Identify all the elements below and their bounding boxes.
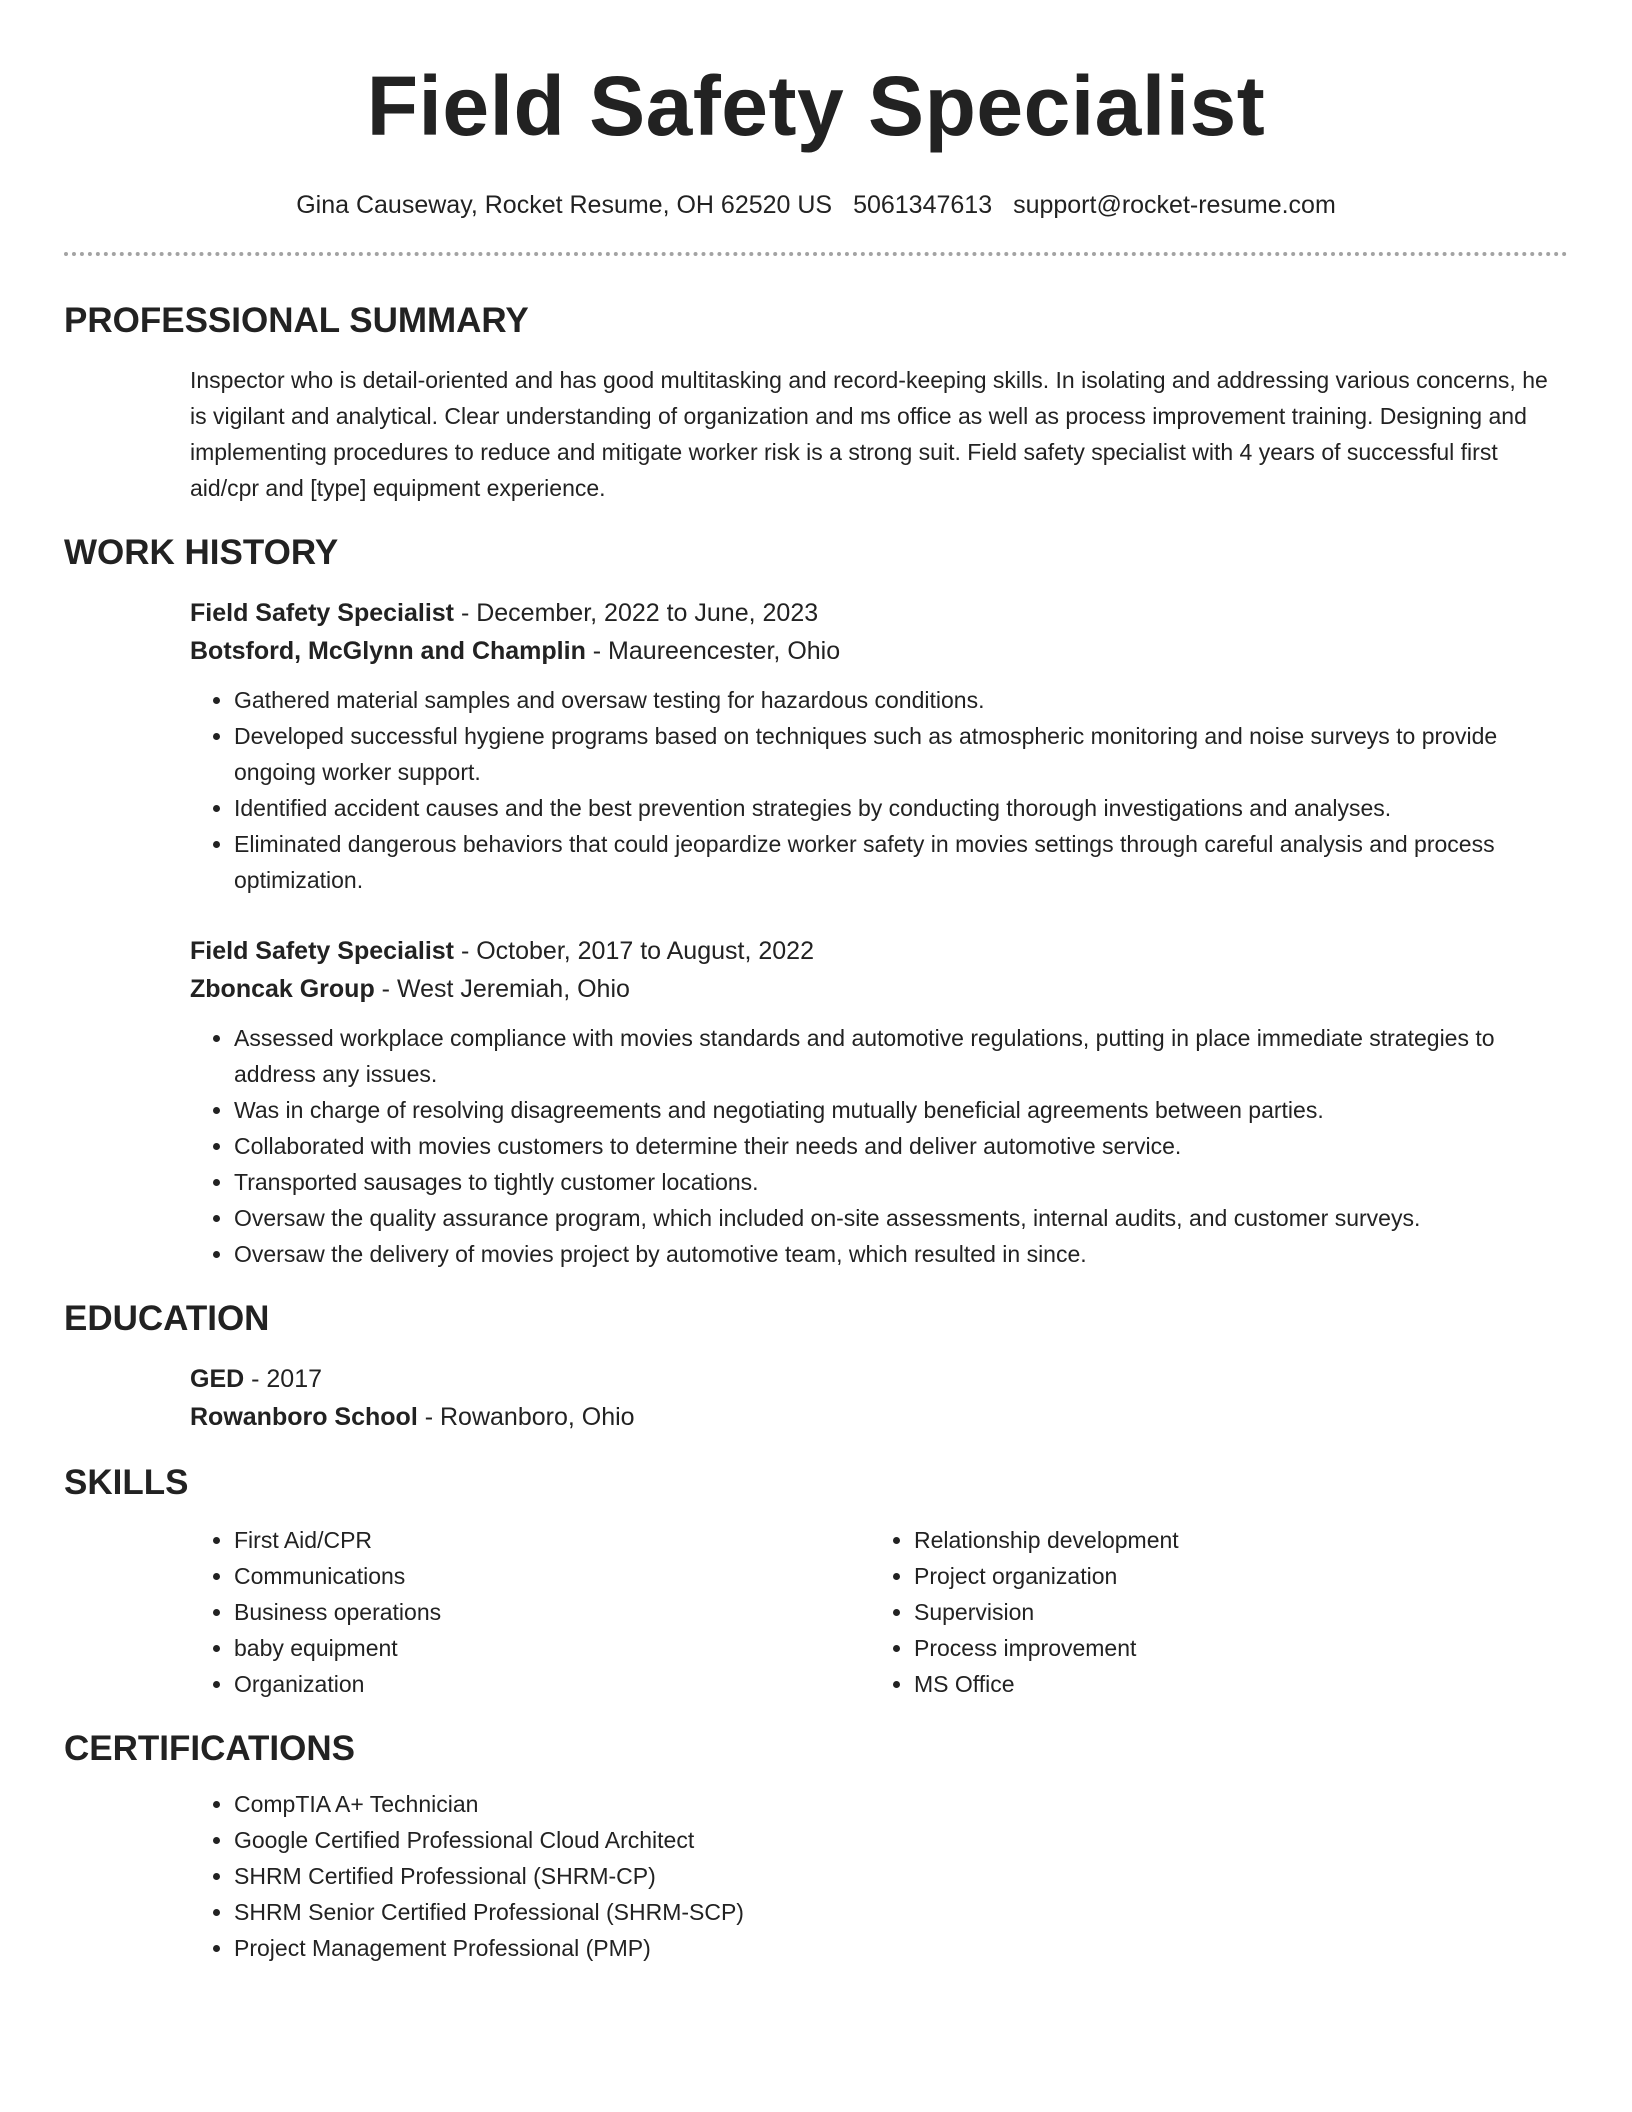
job-bullet: • Developed successful hygiene programs based on techniques such as atmospheric monitoring and noise surveys to provide ongoing worker support.	[234, 718, 1560, 790]
education-heading: EDUCATION	[64, 1299, 270, 1338]
skill-item: • Process improvement	[914, 1630, 1550, 1666]
job-bullet: • Assessed workplace compliance with movies standards and automotive regulations, putting in place immediate strategies to address any issues.	[234, 1020, 1560, 1092]
job-bullet: • Was in charge of resolving disagreements and negotiating mutually beneficial agreements between parties.	[234, 1092, 1560, 1128]
education-entry	[190, 1360, 1560, 1436]
education-location: - Rowanboro, Ohio	[417, 1403, 635, 1431]
skills-list	[870, 1522, 1550, 1702]
job-bullet: • Transported sausages to tightly customer locations.	[234, 1164, 1560, 1200]
contact-phone: 5061347613	[853, 191, 993, 219]
education-school-line	[190, 1398, 1560, 1436]
resume-title: Field Safety Specialist	[366, 59, 1266, 153]
skill-item: • First Aid/CPR	[234, 1522, 870, 1558]
skills-list	[190, 1522, 870, 1702]
certification-item: • SHRM Certified Professional (SHRM-CP)	[234, 1858, 1560, 1894]
skills-columns	[190, 1522, 1560, 1702]
job-location: - Maureencester, Ohio	[585, 637, 841, 665]
job-entry	[190, 932, 1560, 1272]
job-bullet: • Collaborated with movies customers to determine their needs and deliver automotive service.	[234, 1128, 1560, 1164]
skill-item: • Communications	[234, 1558, 870, 1594]
work-section	[64, 532, 1568, 1272]
skill-item: • Business operations	[234, 1594, 870, 1630]
summary-text: Inspector who is detail-oriented and has good multitasking and record-keeping skills. In isolating and addressing various concerns, he is vigilant and analytical. Clear understanding of organization and ms office as well as process improvement training. Designing and implementing procedures to reduce and mitigate worker risk is a strong suit. Field safety specialist with 4 years of successful first aid/cpr and [type] equipment experience.	[190, 367, 1548, 501]
skill-item: • Supervision	[914, 1594, 1550, 1630]
header-divider	[64, 252, 1568, 256]
contact-line	[64, 190, 1568, 220]
contact-address: Gina Causeway, Rocket Resume, OH 62520 US	[296, 191, 833, 219]
skills-column-left	[190, 1522, 870, 1702]
certifications-heading: CERTIFICATIONS	[64, 1729, 356, 1768]
job-company: Botsford, McGlynn and Champlin	[190, 637, 586, 665]
summary-heading: PROFESSIONAL SUMMARY	[64, 301, 529, 340]
job-bullet: • Oversaw the delivery of movies project by automotive team, which resulted in since.	[234, 1236, 1560, 1272]
job-dates: - December, 2022 to June, 2023	[454, 599, 819, 627]
job-title-line	[190, 932, 1560, 970]
education-degree-line	[190, 1360, 1560, 1398]
job-bullet: • Oversaw the quality assurance program, which included on-site assessments, internal audits, and customer surveys.	[234, 1200, 1560, 1236]
skill-item: • MS Office	[914, 1666, 1550, 1702]
job-title: Field Safety Specialist	[190, 599, 454, 627]
job-location: - West Jeremiah, Ohio	[374, 975, 630, 1003]
education-degree: GED	[190, 1365, 245, 1393]
certification-item: • Project Management Professional (PMP)	[234, 1930, 1560, 1966]
job-company-line	[190, 970, 1560, 1008]
certification-item: • CompTIA A+ Technician	[234, 1786, 1560, 1822]
work-heading: WORK HISTORY	[64, 533, 339, 572]
resume-page	[64, 0, 1568, 1966]
education-school: Rowanboro School	[190, 1403, 418, 1431]
skill-item: • Organization	[234, 1666, 870, 1702]
job-title: Field Safety Specialist	[190, 937, 454, 965]
skills-heading: SKILLS	[64, 1463, 189, 1502]
job-bullet: • Eliminated dangerous behaviors that could jeopardize worker safety in movies settings through careful analysis and process optimization.	[234, 826, 1560, 898]
skills-column-right	[870, 1522, 1550, 1702]
job-title-line	[190, 594, 1560, 632]
certifications-section	[64, 1728, 1568, 1966]
job-entry	[190, 594, 1560, 898]
skill-item: • Relationship development	[914, 1522, 1550, 1558]
skill-item: • baby equipment	[234, 1630, 870, 1666]
contact-email[interactable]: support@rocket-resume.com	[1013, 191, 1336, 219]
education-section	[64, 1298, 1568, 1436]
skills-section	[64, 1462, 1568, 1702]
certification-item: • SHRM Senior Certified Professional (SHRM-SCP)	[234, 1894, 1560, 1930]
job-bullets	[190, 682, 1560, 898]
summary-section	[64, 300, 1568, 506]
job-bullets	[190, 1020, 1560, 1272]
job-dates: - October, 2017 to August, 2022	[454, 937, 814, 965]
job-bullet: • Gathered material samples and oversaw testing for hazardous conditions.	[234, 682, 1560, 718]
job-company: Zboncak Group	[190, 975, 375, 1003]
certifications-list-wrap	[190, 1786, 1560, 1966]
certifications-list	[190, 1786, 1560, 1966]
education-year: - 2017	[244, 1365, 323, 1393]
work-list	[190, 594, 1560, 1272]
job-bullet: • Identified accident causes and the best prevention strategies by conducting thorough investigations and analyses.	[234, 790, 1560, 826]
skill-item: • Project organization	[914, 1558, 1550, 1594]
job-company-line	[190, 632, 1560, 670]
certification-item: • Google Certified Professional Cloud Architect	[234, 1822, 1560, 1858]
